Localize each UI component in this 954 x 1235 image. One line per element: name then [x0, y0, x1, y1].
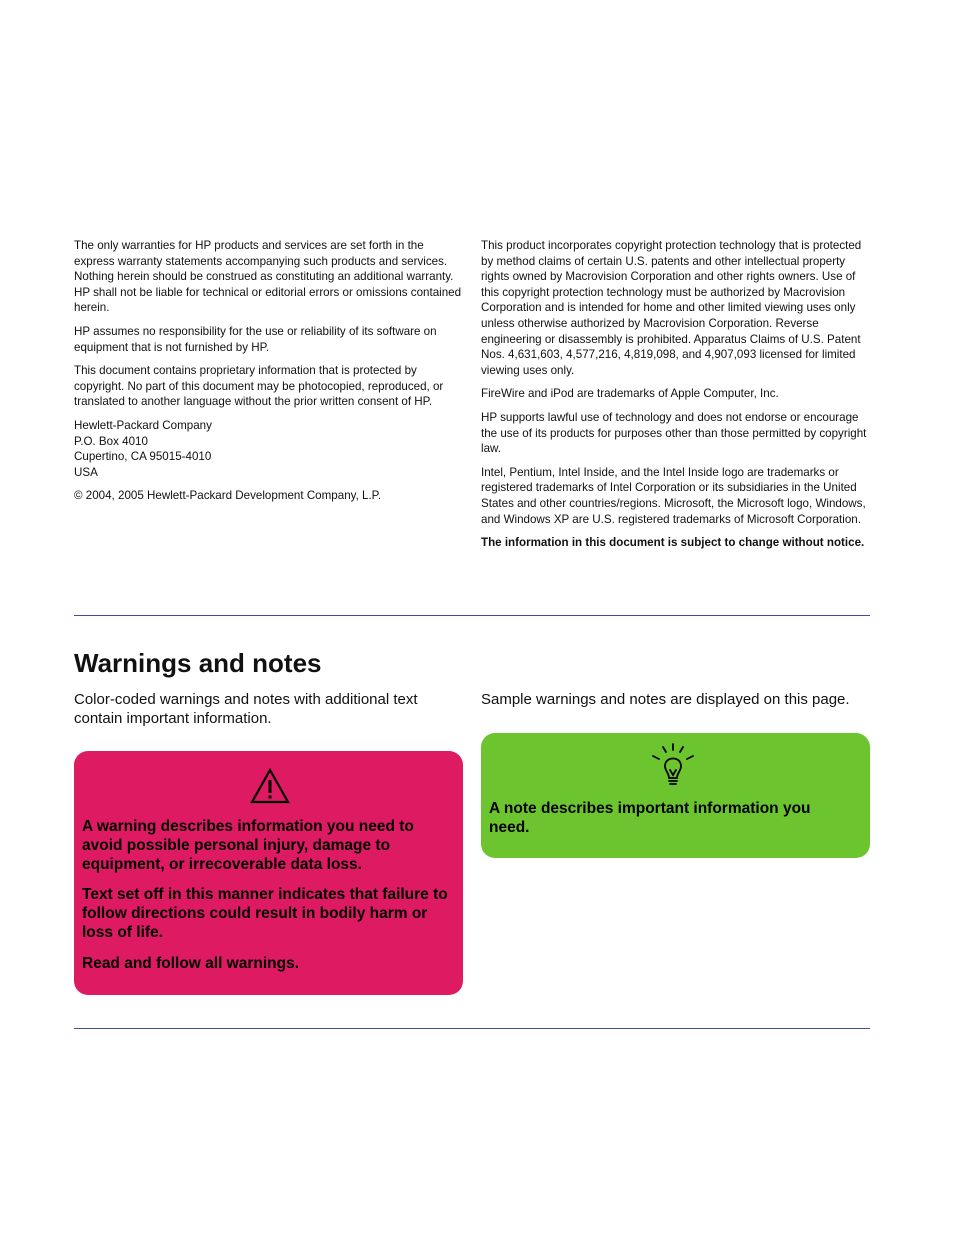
section-title: Warnings and notes — [74, 648, 322, 678]
macrovision-paragraph: This product incorporates copyright protection technology that is protected by method claims of certain U.S. patents and other intellectual property rights owned by Macrovision Corporation and other rights owners. Use of this copyright protection technology must be authorized by Macrovision Corporation and is intended for home and other limited viewing uses only unless otherwise authorized by Macrovision Corporation. Reverse engineering or disassembly is prohibited. Apparatus Claims of U.S. Patent Nos. 4,631,603, 4,577,216, 4,819,098, and 4,907,093 licensed for limited viewing uses only. — [481, 239, 862, 377]
note-text: A note describes important information you need. — [489, 800, 811, 836]
warranty-paragraph: The only warranties for HP products and services are set forth in the express warranty statements accompanying such products and services. Nothing herein should be construed as constituting an additional warranty. HP shall not be liable for technical or editorial errors or omissions contained herein. — [74, 239, 462, 315]
warning-paragraph: Read and follow all warnings. — [82, 954, 300, 972]
change-notice: The information in this document is subject to change without notice. — [481, 536, 865, 550]
warning-paragraph: Text set off in this manner indicates that failure to follow directions could result in bodily harm or loss of life. — [82, 886, 448, 941]
warning-text — [82, 818, 457, 986]
copyright-paragraph: This document contains proprietary information that is protected by copyright. No part of this document may be photocopied, reproduced, or translated to another language without the prior written consent of HP. — [74, 364, 444, 409]
lawful-use-paragraph: HP supports lawful use of technology and does not endorse or encourage the use of its products for purposes other than those permitted by copyright law. — [481, 410, 867, 456]
warning-paragraph: A warning describes information you need to avoid possible personal injury, damage to equipment, or irrecoverable data loss. — [82, 818, 414, 873]
warning-triangle-icon — [249, 767, 291, 805]
responsibility-paragraph: HP assumes no responsibility for the use or reliability of its software on equipment that is not furnished by HP. — [74, 324, 437, 354]
legal-column-left — [74, 238, 462, 512]
divider-bottom — [74, 1028, 870, 1029]
company-address: Hewlett-Packard Company P.O. Box 4010 Cupertino, CA 95015-4010 USA — [74, 418, 212, 479]
lightbulb-icon — [649, 742, 697, 792]
intel-microsoft-paragraph: Intel, Pentium, Intel Inside, and the Intel Inside logo are trademarks or registered trademarks of Intel Corporation or its subsidiaries in the United States and other countries/regions. Microsoft, the Microsoft logo, Windows, and Windows XP are U.S. registered trademarks of Microsoft Corporation. — [481, 465, 866, 526]
legal-column-right — [481, 238, 873, 559]
copyright-line: © 2004, 2005 Hewlett-Packard Development Company, L.P. — [74, 489, 382, 503]
divider-top — [74, 615, 870, 616]
apple-trademark-paragraph: FireWire and iPod are trademarks of Apple Computer, Inc. — [481, 387, 779, 401]
intro-left: Color-coded warnings and notes with additional text contain important information. — [74, 691, 418, 727]
intro-right: Sample warnings and notes are displayed on this page. — [481, 691, 850, 708]
